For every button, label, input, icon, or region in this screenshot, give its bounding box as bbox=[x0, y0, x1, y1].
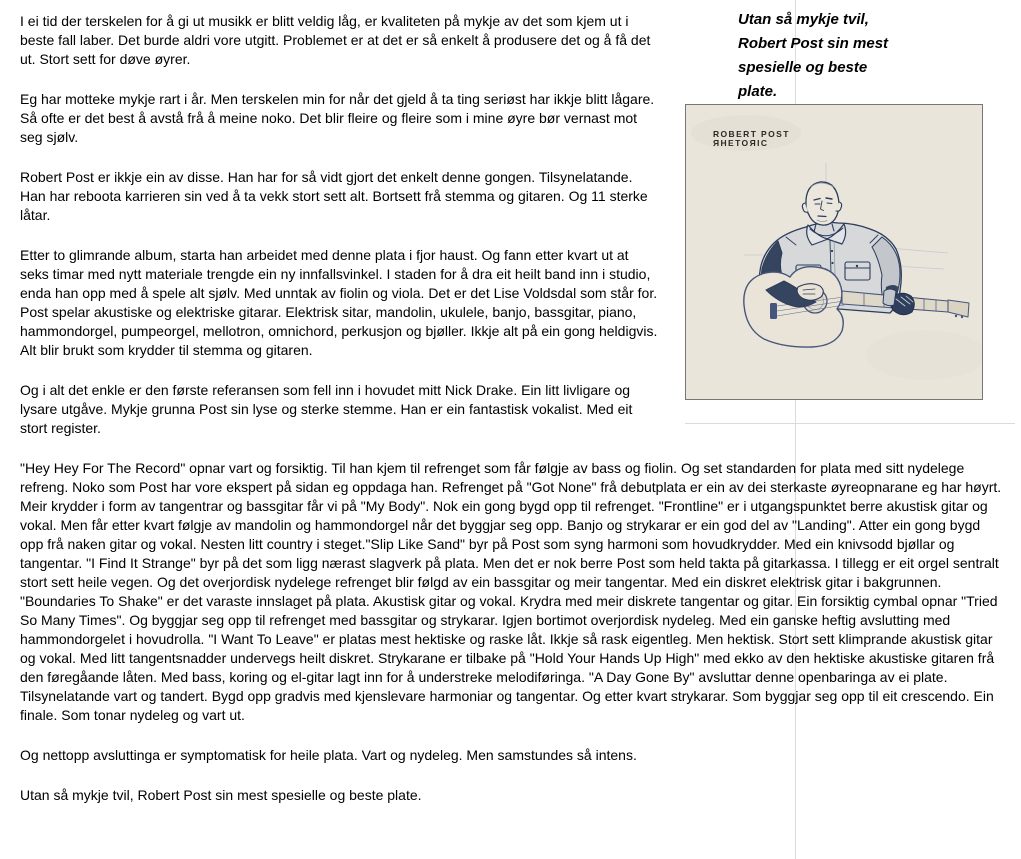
album-cover-art bbox=[686, 105, 982, 399]
album-cover bbox=[685, 104, 983, 400]
paragraph: "Hey Hey For The Record" opnar vart og forsiktig. Til han kjem til refrenget som får følgje av bass og fiolin. Og set standarden for plata med sitt nydelege refreng. Noko som Post har vore ekspert på sidan eg oppdaga han. Refrenget på "Got None" frå debutplata er ein av dei sterkaste øyreopnarane eg har høyrt. Meir krydder i form av tangentrar og bassgitar får vi på "My Body". Nok ein gong bygd opp til refrenget. "Frontline" er i utgangspunktet berre akustisk gitar og vokal. Men får etter kvart følgje av mandolin og hammondorgel når det byggjar seg opp. Banjo og strykarar er ein god del av "Landing". Atter ein gong bygd opp frå naken gitar og vokal. Nesten litt country i steget."Slip Like Sand" byr på Post som syng harmoni som hovudkrydder. Med ein knivsodd bjøllar og tangentar. "I Find It Strange" byr på det som ligg nærast slagverk på plata. Men det er nok berre Post som held takta på gitarkassa. I tillegg er eit orgel sentralt stort sett heile vegen. Og det overjordisk nydelege refrenget blir følgd av ein bassgitar og meir tangentar. Med ein diskret elektrisk gitar i bakgrunnen. "Boundaries To Shake" er det varaste innslaget på plata. Akustisk gitar og vokal. Krydra med meir diskrete tangentar og gitar. Ein forsiktig cymbal opnar "Tried So Many Times". Og byggjar seg opp til refrenget med bassgitar og strykarar. Igjen bortimot overjordisk nydeleg. Med ein ganske heftig avslutting med hammondorgelet i hovudrolla. "I Want To Leave" er platas mest hektiske og raske låt. Ikkje så rask eigentleg. Men hektisk. Stort sett klimprande akustisk gitar og vokal. Med litt tangentsnadder undervegs heilt diskret. Strykarane er tilbake på "Hold Your Hands Up High" med ekko av den hektiske akustiske gitaren frå den føregåande låten. Med bass, koring og el-gitar lagt inn for å understreke melodiføringa. "A Day Gone By" avsluttar denne openbaringa av ei plate. Tilsynelatande vart og tandert. Bygd opp gradvis med kjenslevare harmoniar og tangentar. Og etter kvart strykarar. Som byggjar seg opp til eit crescendo. Ein finale. Som tonar nydeleg og vart ut. bbox=[20, 460, 1002, 723]
paragraph: Og i alt det enkle er den første referansen som fell inn i hovudet mitt Nick Drake. Ein litt livligare og lysare utgåve. Mykje grunna Post sin lyse og sterke stemme. Han er ein fantastisk vokalist. Med eit stort register. bbox=[20, 382, 633, 436]
pull-quote-line: spesielle og beste bbox=[738, 59, 868, 76]
paragraph: Etter to glimrande album, starta han arbeidet med denne plata i fjor haust. Og fann etter kvart ut at seks timar med nytt materiale trengde ein ny innfallsvinkel. I staden for å dra eit heilt band inn i studio, enda han opp med å spele alt sjølv. Med unntak av fiolin og viola. Det er det Lise Voldsdal som står for. Post spelar akustiske og elektriske gitarar. Elektrisk sitar, mandolin, ukulele, banjo, bassgitar, piano, hammondorgel, pumpeorgel, mellotron, omnichord, perkusjon og bjøller. Ikkje alt på ein gong heldigvis. Alt blir brukt som krydder til stemma og gitaren. bbox=[20, 247, 658, 358]
album-title-text: ЯHETOЯIC bbox=[713, 138, 769, 148]
artist-name-text: ROBERT POST bbox=[713, 129, 790, 139]
paragraph: Eg har motteke mykje rart i år. Men terskelen min for når det gjeld å ta ting seriøst har ikkje blitt lågare. Så ofte er det best å avstå frå å meine noko. Det blir fleire og fleire som i mine øyre bør vernast mot seg sjølv. bbox=[20, 91, 655, 145]
pull-quote bbox=[738, 8, 985, 104]
paragraph: Og nettopp avsluttinga er symptomatisk for heile plata. Vart og nydeleg. Men samstundes så intens. bbox=[20, 747, 637, 763]
pull-quote-line: plate. bbox=[738, 83, 778, 100]
pull-quote-line: Robert Post sin mest bbox=[738, 35, 889, 52]
sidebar bbox=[660, 12, 1005, 457]
paragraph: I ei tid der terskelen for å gi ut musikk er blitt veldig låg, er kvaliteten på mykje av det som kjem ut i beste fall laber. Det burde aldri vore utgitt. Problemet er at det er så enkelt å produsere det og å få det ut. Stort sett for døve øyrer. bbox=[20, 13, 651, 67]
paragraph: Robert Post er ikkje ein av disse. Han har for så vidt gjort det enkelt denne gongen. Tilsynelatande. Han har reboota karrieren sin ved å ta vekk stort sett alt. Bortsett frå stemma og gitaren. Og 11 sterke låtar. bbox=[20, 169, 648, 223]
paragraph: Utan så mykje tvil, Robert Post sin mest spesielle og beste plate. bbox=[20, 787, 422, 803]
pull-quote-line: Utan så mykje tvil, bbox=[738, 11, 869, 28]
paper-smudge bbox=[866, 330, 982, 380]
